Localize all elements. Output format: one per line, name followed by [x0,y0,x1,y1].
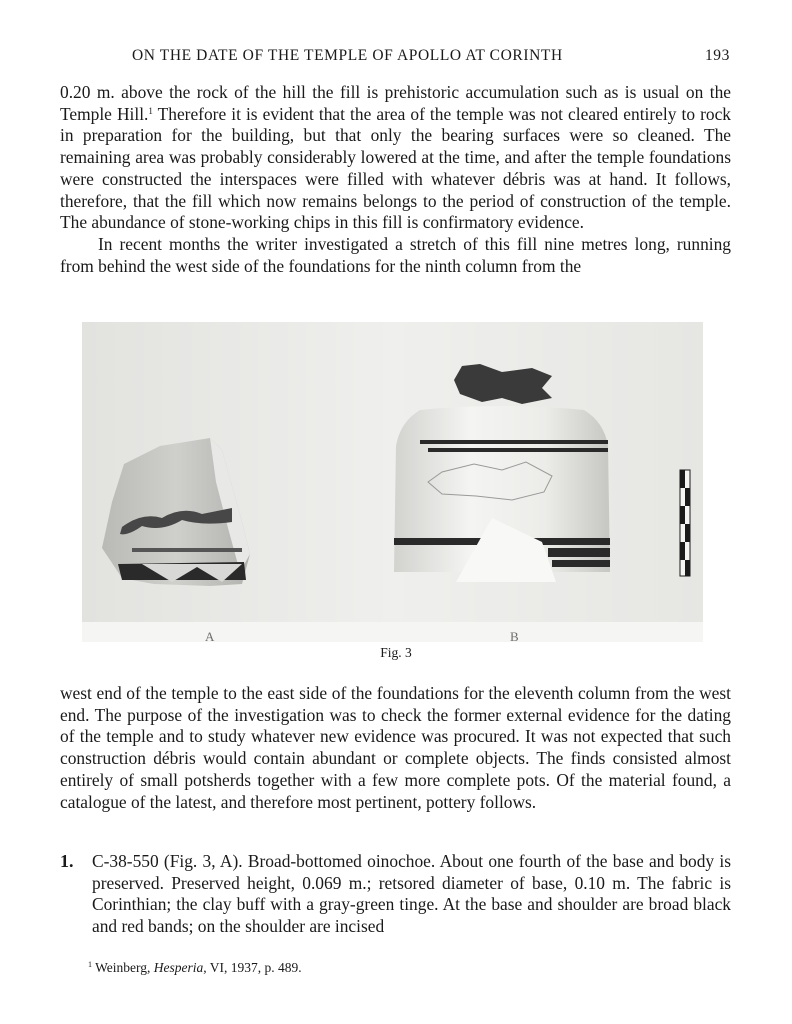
figure-3-photograph [82,322,703,642]
pottery-photo-illustration [82,322,703,642]
catalogue-number: 1. [60,851,74,871]
body-text-bottom [60,683,731,813]
paragraph-1-text: 0.20 m. above the rock of the hill the fill is prehistoric accumulation such as is usual on the Temple Hill. [60,82,731,124]
figure-label-a: A [205,629,215,644]
figure-caption: Fig. 3 [380,645,412,660]
paragraph-1 [60,82,731,234]
running-head-title: ON THE DATE OF THE TEMPLE OF APOLLO AT CORINTH [132,47,563,64]
figure-label-b: B [510,629,519,644]
paragraph-3: west end of the temple to the east side of the foundations for the eleventh column from the west end. The purpose of the investigation was to check the former external evidence for the dating of the temple and to study whatever new evidence was procured. It was not expected that such construction débris would contain abundant or complete objects. The finds consisted almost entirely of small potsherds together with a few more complete pots. Of the material found, a catalogue of the latest, and therefore most pertinent, pottery follows. [60,683,731,812]
footnote-journal: Hesperia [153,960,204,975]
footnote-citation: , VI, 1937, p. 489. [203,960,302,975]
footnote-reference[interactable]: 1 [148,105,153,116]
catalogue-entry-1 [60,851,731,938]
footnote-1 [88,960,302,976]
page-number: 193 [704,47,730,64]
footnote-marker: 1 [88,960,92,969]
scale-bar [680,470,690,576]
running-head [60,47,732,67]
paragraph-1-continued: Therefore it is evident that the area of the temple was not cleared entirely to rock in preparation for the building, but that only the bearing surfaces were so cleaned. The remaining area was probably considerably lowered at the time, and after the temple foundations were constructed the interspaces were filled with whatever débris was at hand. It follows, therefore, that the fill which now remains belongs to the period of construction of the temple. The abundance of stone-working chips in this fill is confirmatory evidence. [60,103,731,233]
body-text-top [60,82,731,277]
footnote-author: Weinberg, [92,960,154,975]
catalogue-text: C-38-550 (Fig. 3, A). Broad-bottomed oinochoe. About one fourth of the base and body is preserved. Preserved height, 0.069 m.; retsored diameter of base, 0.10 m. The fabric is Corinthian; the clay buff with a gray-green tinge. At the base and shoulder are broad black and red bands; on the shoulder are incised [92,851,731,937]
paragraph-2: In recent months the writer investigated a stretch of this fill nine metres long, running from behind the west side of the foundations for the ninth column from the [60,233,731,276]
